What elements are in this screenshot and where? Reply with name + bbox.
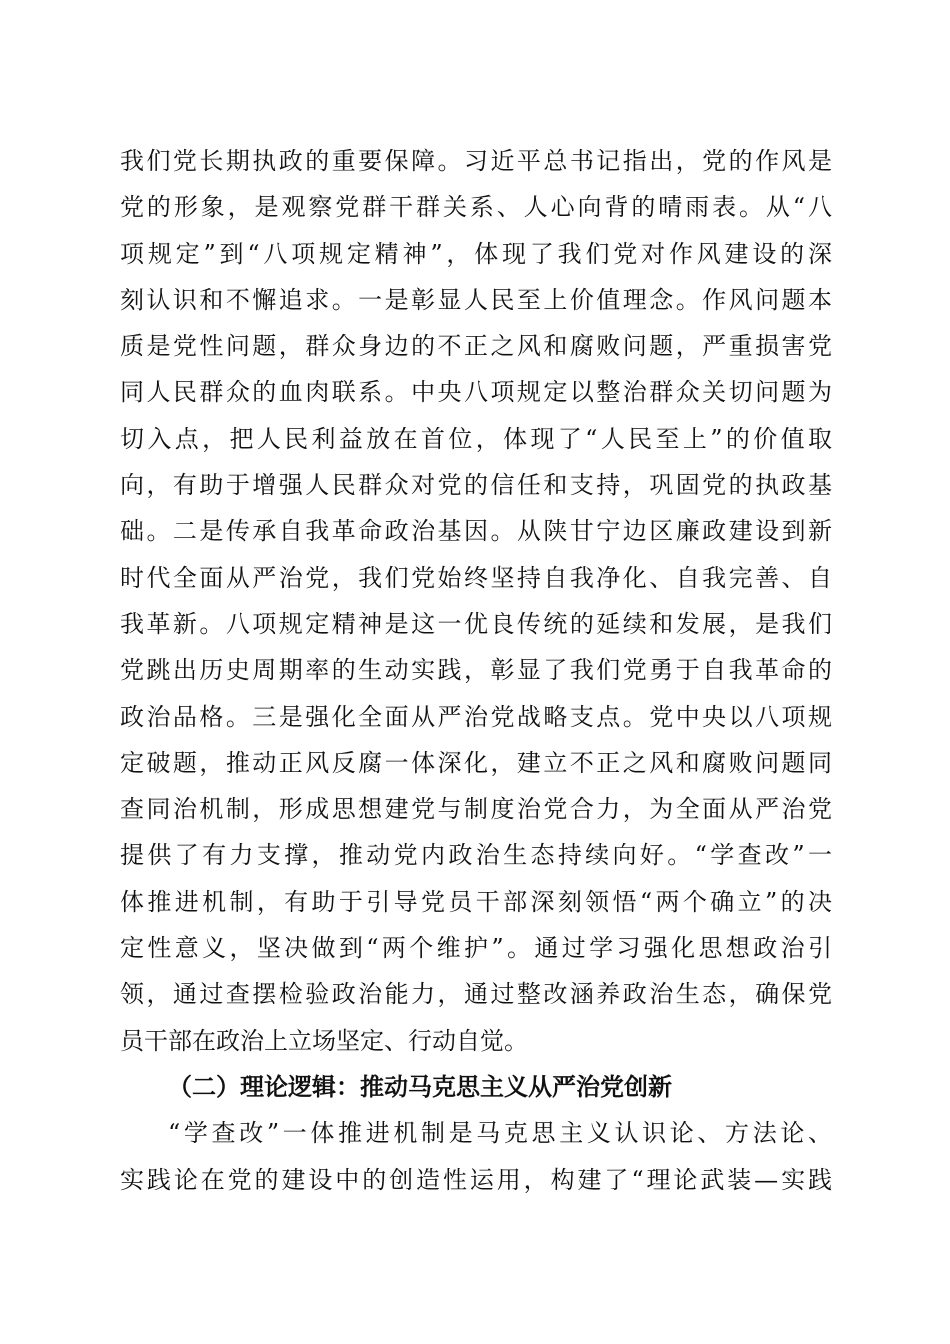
text-line: 党的形象，是观察党群干群关系、人心向背的晴雨表。从“八 [120,193,832,222]
text-line: 政治品格。三是强化全面从严治党战略支点。党中央以八项规 [120,702,832,731]
text-line: 切入点，把人民利益放在首位，体现了“人民至上”的价值取 [120,424,832,453]
paragraph-first-line: “学查改”一体推进机制是马克思主义认识论、方法论、 [168,1119,832,1148]
text-line: 我革新。八项规定精神是这一优良传统的延续和发展，是我们 [120,609,832,638]
text-line: 领，通过查摆检验政治能力，通过整改涵养政治生态，确保党 [120,980,832,1009]
text-line: 党跳出历史周期率的生动实践，彰显了我们党勇于自我革命的 [120,656,832,685]
text-line: 定破题，推动正风反腐一体深化，建立不正之风和腐败问题同 [120,748,832,777]
text-line: 体推进机制，有助于引导党员干部深刻领悟“两个确立”的决 [120,887,832,916]
text-line: 刻认识和不懈追求。一是彰显人民至上价值理念。作风问题本 [120,285,832,314]
section-heading: （二）理论逻辑：推动马克思主义从严治党创新 [168,1071,672,1101]
text-line: 提供了有力支撑，推动党内政治生态持续向好。“学查改”一 [120,841,832,870]
text-line: 查同治机制，形成思想建党与制度治党合力，为全面从严治党 [120,795,832,824]
text-line: 础。二是传承自我革命政治基因。从陕甘宁边区廉政建设到新 [120,517,832,546]
paragraph-end-line: 员干部在政治上立场坚定、行动自觉。 [120,1026,528,1055]
body-text [120,138,832,1203]
text-line: 定性意义，坚决做到“两个维护”。通过学习强化思想政治引 [120,934,832,963]
text-line: 项规定”到“八项规定精神”，体现了我们党对作风建设的深 [120,239,832,268]
text-line: 质是党性问题，群众身边的不正之风和腐败问题，严重损害党 [120,332,832,361]
text-line: 向，有助于增强人民群众对党的信任和支持，巩固党的执政基 [120,471,832,500]
text-line: 同人民群众的血肉联系。中央八项规定以整治群众关切问题为 [120,378,832,407]
text-line: 我们党长期执政的重要保障。习近平总书记指出，党的作风是 [120,147,832,175]
text-line: 实践论在党的建设中的创造性运用，构建了“理论武装—实践 [120,1165,832,1194]
text-line: 时代全面从严治党，我们党始终坚持自我净化、自我完善、自 [120,563,832,592]
